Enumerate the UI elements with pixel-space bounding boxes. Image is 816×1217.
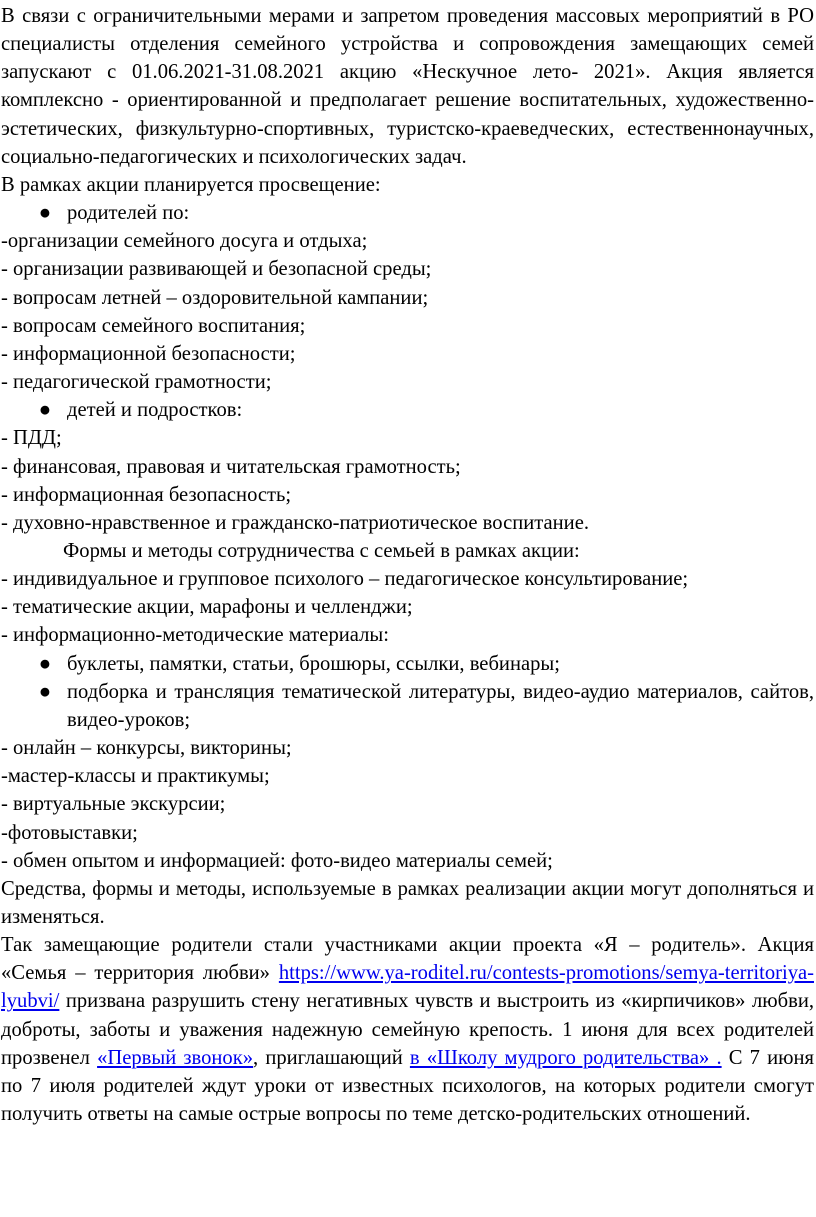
list-item: - информационная безопасность; [1, 483, 292, 506]
bullet-dot-icon: ● [38, 652, 52, 675]
materials-bullet [1, 678, 814, 734]
outro-paragraph [1, 931, 814, 1128]
contest-link[interactable]: https://www.ya-roditel.ru/contests-promotions/semya-territoriya-lyubvi/ [1, 962, 814, 1013]
children-bullet-label: детей и подростков: [67, 399, 243, 422]
list-item: - педагогической грамотности; [1, 371, 272, 394]
list-item: - индивидуальное и групповое психолого – педагогическое консультирование; [1, 568, 689, 591]
first-bell-link[interactable]: «Первый звонок» [97, 1046, 254, 1069]
bullet-dot-icon: ● [38, 202, 52, 225]
list-item: - информационной безопасности; [1, 342, 296, 365]
bullet-dot-icon: ● [38, 399, 52, 422]
materials-bullet-label: буклеты, памятки, статьи, брошюры, ссылки, вебинары; [67, 652, 560, 675]
outro-text: С 7 июня по 7 июля родителей ждут уроки от известных психологов, на которых родители смогут получить ответы на самые острые вопросы по теме детско-родительских отношений. [1, 1046, 814, 1126]
plan-heading: В рамках акции планируется просвещение: [1, 173, 381, 196]
list-item: - финансовая, правовая и читательская грамотность; [1, 455, 461, 478]
list-item: - организации развивающей и безопасной среды; [1, 258, 432, 281]
list-item: - онлайн – конкурсы, викторины; [1, 737, 292, 760]
list-item: - тематические акции, марафоны и челленджи; [1, 596, 413, 619]
parents-bullet [1, 199, 814, 227]
list-item: - виртуальные экскурсии; [1, 793, 226, 816]
list-item: -организации семейного досуга и отдыха; [1, 230, 368, 253]
list-item: - ПДД; [1, 427, 62, 450]
materials-bullet-label: подборка и трансляция тематической литературы, видео-аудио материалов, сайтов, видео-уроков; [67, 680, 814, 731]
bullet-dot-icon: ● [38, 680, 52, 703]
school-link[interactable]: в «Школу мудрого родительства» . [409, 1046, 722, 1069]
parents-bullet-label: родителей по: [67, 202, 190, 225]
children-bullet [1, 396, 814, 424]
list-item: - вопросам летней – оздоровительной кампании; [1, 286, 429, 309]
materials-bullet [1, 650, 814, 678]
outro-text: Так замещающие родители стали участниками акции проекта «Я – родитель». Акция «Семья – территория любви» [1, 934, 814, 985]
list-item: -фотовыставки; [1, 821, 138, 844]
outro-text: , приглашающий [253, 1046, 410, 1069]
forms-heading: Формы и методы сотрудничества с семьей в рамках акции: [63, 539, 580, 562]
forms-note: Средства, формы и методы, используемые в рамках реализации акции могут дополняться и изменяться. [1, 877, 814, 928]
list-item: - духовно-нравственное и гражданско-патриотическое воспитание. [1, 511, 589, 534]
list-item: - обмен опытом и информацией: фото-видео материалы семей; [1, 849, 553, 872]
intro-paragraph: В связи с ограничительными мерами и запретом проведения массовых мероприятий в РО специалисты отделения семейного устройства и сопровождения замещающих семей запускают с 01.06.2021-31.08.2021 акцию «Нескучное лето- 2021». Акция является комплексно - ориентированной и предполагает решение воспитательных, художественно-эстетических, физкультурно-спортивных, туристско-краеведческих, естественнонаучных, социально-педагогических и психологических задач. [1, 5, 814, 168]
outro-text: призвана разрушить стену негативных чувств и выстроить из «кирпичиков» любви, доброты, заботы и уважения надежную семейную крепость. 1 июня для всех родителей прозвенел [1, 990, 814, 1069]
list-item: -мастер-классы и практикумы; [1, 765, 270, 788]
list-item: - информационно-методические материалы: [1, 624, 389, 647]
list-item: - вопросам семейного воспитания; [1, 314, 306, 337]
